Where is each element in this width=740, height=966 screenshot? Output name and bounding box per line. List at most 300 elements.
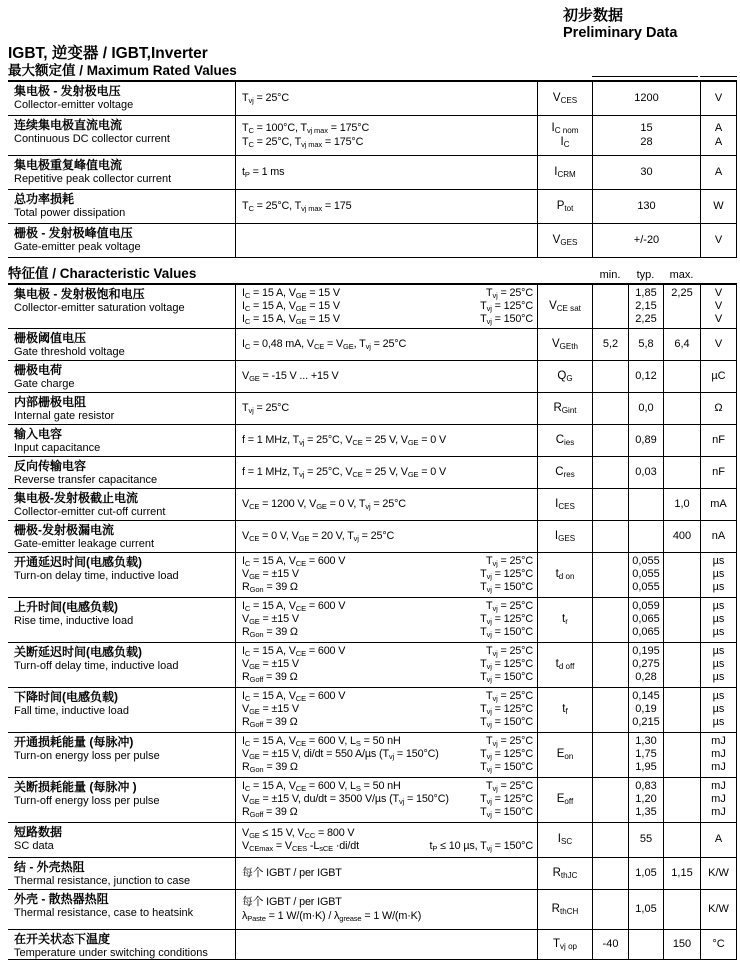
value-line: V <box>714 299 723 312</box>
row-symbol <box>537 156 592 189</box>
row-unit <box>700 598 737 642</box>
row-symbol <box>537 858 592 889</box>
row-parameter-name <box>8 778 235 822</box>
row-value-max <box>663 361 700 392</box>
max-rated-section <box>8 64 737 258</box>
condition-text: $T_{vj} = 25^\circ C$ <box>242 91 289 105</box>
condition-text: $I_C = 15$ A, $V_{CE} = 600$ V <box>242 554 346 568</box>
parameter-name-zh: 集电极重复峰值电流 <box>14 158 123 172</box>
condition-line <box>242 498 533 511</box>
value-line: $Q_G$ <box>557 369 573 383</box>
value-line: $I_{CRM}$ <box>554 165 576 179</box>
parameter-name-en: Repetitive peak collector current <box>14 172 172 185</box>
value-line: V <box>714 313 723 326</box>
table-row <box>8 553 737 598</box>
row-value-max <box>663 598 700 642</box>
condition-text: f = 1 MHz, $T_{vj} = 25^\circ C$, $V_{CE} = 25$ V, $V_{GE} = 0$ V <box>242 433 447 447</box>
preliminary-zh: 初步数据 <box>563 7 624 24</box>
parameter-name-zh: 开通损耗能量 (每脉冲) <box>14 735 134 749</box>
row-symbol <box>537 457 592 488</box>
value-line: 0,03 <box>635 465 657 478</box>
condition-text: $t_P = 1$ ms <box>242 165 285 179</box>
condition-text: 每个 IGBT / per IGBT <box>242 896 342 909</box>
condition-temperature: $T_{vj} = 150^\circ C$ <box>480 626 533 640</box>
value-line: µs <box>712 554 725 567</box>
row-symbol <box>537 489 592 520</box>
condition-line <box>242 92 533 105</box>
parameter-name-zh: 短路数据 <box>14 825 63 839</box>
value-line: 5,8 <box>638 337 654 350</box>
value-line: 0,145 <box>632 689 660 702</box>
row-value-min <box>592 285 628 328</box>
table-row <box>8 823 737 858</box>
max-rated-section-title: 最大额定值 / Maximum Rated Values <box>8 63 237 78</box>
condition-text: $I_C = 15$ A, $V_{CE} = 600$ V, $L_S = 50$ nH <box>242 734 401 748</box>
value-line: $R_{Gint}$ <box>553 401 577 415</box>
row-unit <box>700 285 737 328</box>
row-unit <box>700 425 737 456</box>
value-line: mJ <box>711 779 726 792</box>
condition-temperature: $T_{vj} = 25^\circ C$ <box>486 734 533 748</box>
row-symbol <box>537 778 592 822</box>
parameter-name-zh: 开通延迟时间(电感负载) <box>14 555 142 569</box>
value-line: $E_{off}$ <box>556 793 574 807</box>
characteristic-table <box>8 285 737 960</box>
value-line: mJ <box>711 792 726 805</box>
condition-text: $\lambda_{Paste} = 1$ $W/(m\cdot K) / \lambda_{grease} = 1$ W/(m·K) <box>242 909 422 923</box>
parameter-name-zh: 输入电容 <box>14 427 63 441</box>
value-line: 0,89 <box>635 433 657 446</box>
preliminary-en: Preliminary Data <box>563 25 678 41</box>
value-line: $P_{tot}$ <box>556 199 574 213</box>
row-value-min <box>592 890 628 929</box>
condition-temperature: $T_{vj} = 25^\circ C$ <box>486 286 533 300</box>
value-line: 400 <box>672 529 692 542</box>
row-value-min <box>592 553 628 597</box>
row-parameter-name <box>8 361 235 392</box>
parameter-name-en: Collector-emitter cut-off current <box>14 505 166 518</box>
condition-line <box>242 555 533 568</box>
characteristic-header <box>8 262 737 285</box>
value-line: 28 <box>640 135 653 148</box>
parameter-name-en: Collector-emitter voltage <box>14 98 134 111</box>
condition-text: $I_C = 15$ A, $V_{GE} = 15$ V <box>242 286 340 300</box>
condition-text: $I_C = 15$ A, $V_{GE} = 15$ V <box>242 299 340 313</box>
condition-line <box>242 690 533 703</box>
row-value-min <box>592 858 628 889</box>
value-line: 2,25 <box>635 313 657 326</box>
parameter-name-en: Thermal resistance, case to heatsink <box>14 906 194 919</box>
table-row <box>8 285 737 329</box>
row-value-typ <box>628 598 663 642</box>
value-line: µs <box>712 671 725 684</box>
row-parameter-name <box>8 285 235 328</box>
parameter-name-zh: 结 - 外壳热阻 <box>14 860 85 874</box>
row-value-typ <box>628 890 663 929</box>
condition-line <box>242 136 533 149</box>
parameter-name-zh: 集电极 - 发射极饱和电压 <box>14 287 145 301</box>
table-row <box>8 521 737 553</box>
parameter-name-en: Reverse transfer capacitance <box>14 473 158 486</box>
table-row <box>8 643 737 688</box>
value-line: 2,25 <box>671 286 693 299</box>
row-unit <box>700 457 737 488</box>
row-value-max <box>663 425 700 456</box>
condition-temperature: $T_{vj} = 150^\circ C$ <box>480 313 533 327</box>
row-value-typ <box>628 285 663 328</box>
condition-temperature: $T_{vj} = 125^\circ C$ <box>480 567 533 581</box>
value-line: 0,065 <box>632 612 660 625</box>
condition-line <box>242 434 533 447</box>
row-test-conditions <box>235 361 537 392</box>
value-line: µs <box>712 612 725 625</box>
parameter-name-en: Rise time, inductive load <box>14 614 134 627</box>
row-symbol <box>537 425 592 456</box>
row-unit <box>700 890 737 929</box>
parameter-name-zh: 内部栅极电阻 <box>14 395 87 409</box>
parameter-name-zh: 上升时间(电感负载) <box>14 600 118 614</box>
condition-temperature: $T_{vj} = 125^\circ C$ <box>480 702 533 716</box>
row-test-conditions <box>235 425 537 456</box>
row-value-min <box>592 489 628 520</box>
row-parameter-name <box>8 598 235 642</box>
condition-text: $V_{GE} = \pm 15$ V <box>242 612 299 626</box>
row-parameter-name <box>8 521 235 552</box>
parameter-name-zh: 反向传输电容 <box>14 459 87 473</box>
row-test-conditions <box>235 688 537 732</box>
value-line: 5,2 <box>602 337 619 350</box>
value-line: $t_f$ <box>562 703 568 717</box>
condition-text: $R_{Goff} = 39$ Ω <box>242 716 298 730</box>
condition-temperature: $T_{vj} = 25^\circ C$ <box>486 599 533 613</box>
condition-line <box>242 581 533 594</box>
value-line: 0,215 <box>632 716 660 729</box>
row-symbol <box>537 553 592 597</box>
row-symbol <box>537 521 592 552</box>
row-unit <box>700 393 737 424</box>
value-line: mJ <box>711 806 726 819</box>
row-parameter-name <box>8 393 235 424</box>
characteristic-section <box>8 262 737 960</box>
condition-text: $I_C = 15$ A, $V_{CE} = 600$ V <box>242 599 346 613</box>
row-value-max <box>663 858 700 889</box>
row-value-typ <box>628 643 663 687</box>
value-line: 0,195 <box>632 644 660 657</box>
parameter-name-en: Gate threshold voltage <box>14 345 125 358</box>
value-line: °C <box>712 937 725 950</box>
row-parameter-name <box>8 688 235 732</box>
value-line: µs <box>712 581 725 594</box>
table-row <box>8 329 737 361</box>
table-row <box>8 778 737 823</box>
row-test-conditions <box>235 224 537 257</box>
value-line: µs <box>712 599 725 612</box>
value-line: $I_{SC}$ <box>557 833 573 847</box>
row-parameter-name <box>8 116 235 155</box>
condition-line <box>242 827 533 840</box>
row-value-typ <box>628 733 663 777</box>
row-value-typ <box>628 393 663 424</box>
row-symbol <box>537 361 592 392</box>
row-value-max <box>663 778 700 822</box>
row-parameter-name <box>8 890 235 929</box>
row-value-typ <box>628 361 663 392</box>
row-test-conditions <box>235 521 537 552</box>
row-unit <box>700 778 737 822</box>
row-test-conditions <box>235 643 537 687</box>
condition-line <box>242 910 533 923</box>
value-line: 6,4 <box>674 337 690 350</box>
condition-text: $I_C = 0,48$ mA, $V_{CE} = V_{GE}$, $T_{vj} = 25^\circ C$ <box>242 337 407 351</box>
row-test-conditions <box>235 285 537 328</box>
row-unit <box>700 156 737 189</box>
condition-text: $I_C = 15$ A, $V_{CE} = 600$ V, $L_S = 50$ nH <box>242 779 401 793</box>
table-row <box>8 393 737 425</box>
row-unit <box>700 930 737 959</box>
row-unit <box>700 329 737 360</box>
value-line: 55 <box>639 833 653 846</box>
row-value-typ <box>628 858 663 889</box>
row-unit <box>700 521 737 552</box>
condition-line <box>242 338 533 351</box>
row-unit <box>700 116 737 155</box>
value-line: $V_{CE sat}$ <box>549 299 581 313</box>
table-row <box>8 688 737 733</box>
row-value-max <box>663 457 700 488</box>
condition-line <box>242 122 533 135</box>
value-line: A <box>714 135 723 148</box>
value-line: K/W <box>708 866 729 879</box>
value-line: 0,28 <box>635 671 657 684</box>
value-line: $R_{thCH}$ <box>551 902 579 916</box>
row-unit <box>700 688 737 732</box>
row-test-conditions <box>235 930 537 959</box>
characteristic-section-title: 特征值 / Characteristic Values <box>8 266 197 281</box>
condition-text: 每个 IGBT / per IGBT <box>242 866 342 879</box>
condition-text: $T_C = 100^\circ C$, $T_{vj max} = 175^\circ C$ <box>242 122 370 135</box>
row-parameter-name <box>8 457 235 488</box>
row-value-max <box>663 329 700 360</box>
value-line: $I_{GES}$ <box>554 529 576 543</box>
condition-line <box>242 370 533 383</box>
parameter-name-en: Collector-emitter saturation voltage <box>14 301 185 314</box>
row-value-max <box>663 733 700 777</box>
row-symbol <box>537 285 592 328</box>
row-parameter-name <box>8 190 235 223</box>
row-value-max <box>663 393 700 424</box>
parameter-name-en: Turn-on energy loss per pulse <box>14 749 160 762</box>
value-line: W <box>713 199 724 212</box>
value-line: $R_{thJC}$ <box>552 866 578 880</box>
col-header-unit-spacer <box>700 269 737 281</box>
condition-temperature: $T_{vj} = 125^\circ C$ <box>480 747 533 761</box>
row-unit <box>700 553 737 597</box>
row-value-typ <box>628 425 663 456</box>
parameter-name-en: Gate charge <box>14 377 75 390</box>
condition-temperature: $T_{vj} = 25^\circ C$ <box>486 644 533 658</box>
parameter-name-en: Thermal resistance, junction to case <box>14 874 191 887</box>
table-row <box>8 733 737 778</box>
row-parameter-name <box>8 224 235 257</box>
table-row <box>8 224 737 258</box>
row-test-conditions <box>235 489 537 520</box>
row-unit <box>700 489 737 520</box>
row-parameter-name <box>8 733 235 777</box>
condition-line <box>242 300 533 313</box>
value-line: 1,30 <box>635 734 657 747</box>
condition-line <box>242 780 533 793</box>
condition-text: $V_{GE} \le 15$ V, $V_{CC} = 800$ V <box>242 826 355 840</box>
condition-text: f = 1 MHz, $T_{vj} = 25^\circ C$, $V_{CE} = 25$ V, $V_{GE} = 0$ V <box>242 465 447 479</box>
row-value-min <box>592 425 628 456</box>
parameter-name-en: Continuous DC collector current <box>14 132 170 145</box>
value-line: µs <box>712 689 725 702</box>
row-unit <box>700 190 737 223</box>
row-value-max <box>663 521 700 552</box>
row-test-conditions <box>235 329 537 360</box>
table-row <box>8 425 737 457</box>
value-line: $V_{GES}$ <box>552 233 578 247</box>
row-value-min <box>592 329 628 360</box>
table-row <box>8 890 737 930</box>
value-line: V <box>714 233 723 246</box>
value-line: $I_C$ <box>560 135 570 149</box>
col-header-typ: typ. <box>636 269 655 281</box>
page-title: IGBT, 逆变器 / IGBT,Inverter <box>8 45 208 62</box>
value-line: µC <box>711 369 726 382</box>
parameter-name-en: Input capacitance <box>14 441 101 454</box>
value-line: A <box>714 165 723 178</box>
condition-text: $V_{GE} = \pm 15$ V <box>242 657 299 671</box>
row-value-min <box>592 598 628 642</box>
parameter-name-en: Total power dissipation <box>14 206 126 219</box>
value-line: 0,12 <box>635 369 657 382</box>
condition-line <box>242 466 533 479</box>
condition-line <box>242 568 533 581</box>
condition-text: $R_{Gon} = 39$ Ω <box>242 581 298 595</box>
row-value-typ <box>628 823 663 857</box>
table-row <box>8 489 737 521</box>
parameter-name-zh: 关断损耗能量 (每脉冲 ) <box>14 780 137 794</box>
condition-text: $I_C = 15$ A, $V_{CE} = 600$ V <box>242 644 346 658</box>
parameter-name-en: Gate-emitter peak voltage <box>14 240 141 253</box>
value-line: µs <box>712 716 725 729</box>
col-header-max: max. <box>669 269 694 281</box>
row-unit <box>700 224 737 257</box>
row-parameter-name <box>8 489 235 520</box>
row-value <box>592 156 700 189</box>
value-line: 0,83 <box>635 779 657 792</box>
value-line: µs <box>712 657 725 670</box>
row-value-typ <box>628 489 663 520</box>
value-line: nF <box>712 433 725 446</box>
table-row <box>8 930 737 960</box>
row-value-min <box>592 733 628 777</box>
condition-text: $R_{Gon} = 39$ Ω <box>242 626 298 640</box>
condition-line <box>242 313 533 326</box>
value-line: Ω <box>714 401 723 414</box>
value-line: 1,35 <box>635 806 657 819</box>
value-line: µs <box>712 702 725 715</box>
row-value-max <box>663 823 700 857</box>
condition-temperature: $t_P \le 10$ µs, $T_{vj} = 150^\circ C$ <box>429 840 533 853</box>
row-value-max <box>663 930 700 959</box>
row-value-typ <box>628 688 663 732</box>
row-test-conditions <box>235 858 537 889</box>
row-value-max <box>663 890 700 929</box>
value-line: µs <box>712 644 725 657</box>
tick-unit-column <box>700 76 737 77</box>
value-line: A <box>714 833 723 846</box>
row-symbol <box>537 890 592 929</box>
parameter-name-zh: 集电极 - 发射极电压 <box>14 84 121 98</box>
table-row <box>8 190 737 224</box>
table-row <box>8 457 737 489</box>
value-line: 0,275 <box>632 657 660 670</box>
row-value-typ <box>628 778 663 822</box>
value-line: $I_{C nom}$ <box>551 122 579 136</box>
row-value-typ <box>628 457 663 488</box>
row-symbol <box>537 733 592 777</box>
condition-temperature: $T_{vj} = 150^\circ C$ <box>480 671 533 685</box>
condition-line <box>242 716 533 729</box>
row-value <box>592 116 700 155</box>
condition-temperature: $T_{vj} = 150^\circ C$ <box>480 806 533 820</box>
row-test-conditions <box>235 190 537 223</box>
row-value-typ <box>628 521 663 552</box>
value-line: 1,95 <box>635 761 657 774</box>
condition-temperature: $T_{vj} = 125^\circ C$ <box>480 299 533 313</box>
row-symbol <box>537 688 592 732</box>
row-test-conditions <box>235 598 537 642</box>
row-parameter-name <box>8 553 235 597</box>
value-line: mJ <box>711 761 726 774</box>
value-line: 1,20 <box>635 792 657 805</box>
condition-text: $V_{CEmax} = V_{CES}$ $-L_{sCE} \cdot di/dt$ <box>242 840 359 853</box>
value-line: 0,055 <box>632 567 660 580</box>
row-value-min <box>592 930 628 959</box>
max-rated-table <box>8 82 737 258</box>
value-line: $V_{GEth}$ <box>551 337 578 351</box>
value-line: 130 <box>637 199 656 212</box>
value-line: 0,055 <box>632 581 660 594</box>
row-test-conditions <box>235 156 537 189</box>
row-unit <box>700 858 737 889</box>
col-header-min: min. <box>599 269 621 281</box>
value-line: mA <box>710 497 727 510</box>
row-unit <box>700 733 737 777</box>
value-line: V <box>714 286 723 299</box>
value-line: nF <box>712 465 725 478</box>
parameter-name-en: Turn-on delay time, inductive load <box>14 569 179 582</box>
condition-text: $R_{Gon} = 39$ Ω <box>242 761 298 775</box>
row-value-typ <box>628 329 663 360</box>
row-value <box>592 224 700 257</box>
min-typ-max-header <box>592 269 737 281</box>
value-line: mJ <box>711 747 726 760</box>
row-test-conditions <box>235 82 537 115</box>
condition-text: $V_{GE} = \pm 15$ V, di/dt = 550 A/µs $(T_{vj} = 150^\circ C)$ <box>242 747 439 761</box>
row-unit <box>700 823 737 857</box>
row-test-conditions <box>235 457 537 488</box>
parameter-name-en: Fall time, inductive load <box>14 704 129 717</box>
condition-temperature: $T_{vj} = 25^\circ C$ <box>486 689 533 703</box>
row-parameter-name <box>8 643 235 687</box>
value-line: nA <box>711 529 726 542</box>
value-line: V <box>714 91 723 104</box>
value-line: V <box>714 337 723 350</box>
table-row <box>8 361 737 393</box>
